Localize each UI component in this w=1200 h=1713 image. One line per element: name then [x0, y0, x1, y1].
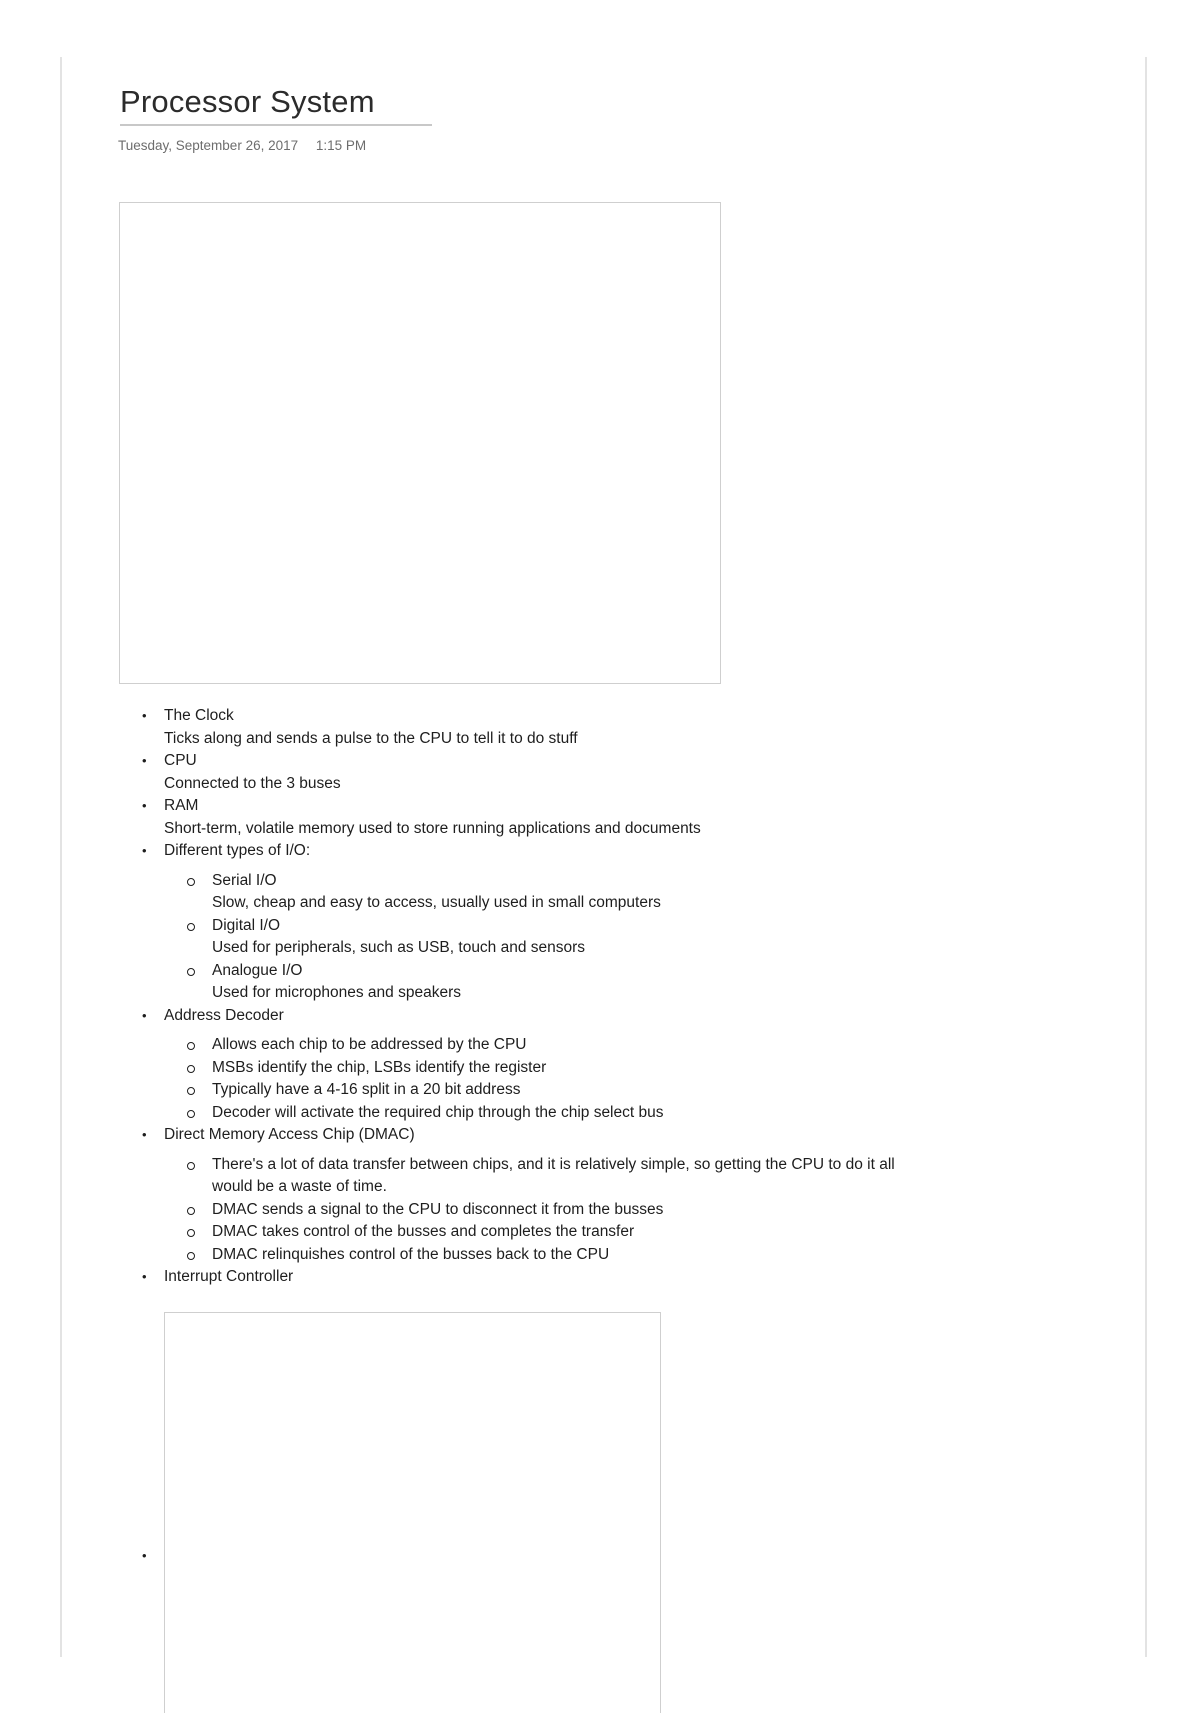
- list-item: [140, 1124, 920, 1266]
- bullet-detail: Ticks along and sends a pulse to the CPU to tell it to do stuff: [164, 729, 578, 747]
- list-item: [140, 1005, 920, 1125]
- page-border-left: [60, 57, 62, 1657]
- sub-label: Digital I/O: [212, 916, 281, 934]
- sub-list-item: DMAC sends a signal to the CPU to disconnect it from the busses: [168, 1199, 920, 1222]
- sub-list-item: [168, 915, 920, 960]
- image-placeholder-interrupt-diagram[interactable]: [164, 1312, 661, 1713]
- sub-list: [164, 1034, 920, 1124]
- sub-detail: Used for peripherals, such as USB, touch and sensors: [212, 939, 586, 956]
- bullet-label: Different types of I/O:: [164, 842, 311, 859]
- list-item: [140, 1266, 920, 1289]
- list-item: [140, 840, 920, 1005]
- page-title: Processor System: [120, 84, 375, 119]
- bullet-list: [140, 705, 920, 1289]
- list-item: [140, 705, 920, 750]
- sub-list-item: Decoder will activate the required chip through the chip select bus: [168, 1102, 920, 1125]
- title-underline: [120, 124, 432, 126]
- sub-list-item: Typically have a 4-16 split in a 20 bit address: [168, 1079, 920, 1102]
- page-date: Tuesday, September 26, 2017: [118, 138, 299, 153]
- page-timestamp: [118, 138, 366, 153]
- sub-list: [164, 1154, 920, 1267]
- sub-list-item: [168, 870, 920, 915]
- bullet-label: Direct Memory Access Chip (DMAC): [164, 1126, 415, 1143]
- sub-list: [164, 870, 920, 1005]
- bullet-detail: Short-term, volatile memory used to store running applications and documents: [164, 819, 701, 837]
- bullet-label: RAM: [164, 797, 199, 814]
- sub-list-item: [168, 960, 920, 1005]
- bullet-label: CPU: [164, 752, 197, 769]
- empty-bullet-icon: •: [142, 1548, 147, 1563]
- list-item: [140, 795, 920, 840]
- sub-list-item: Allows each chip to be addressed by the CPU: [168, 1034, 920, 1057]
- sub-label: Serial I/O: [212, 871, 277, 889]
- sub-list-item: There's a lot of data transfer between chips, and it is relatively simple, so getting the CPU to do it all would be a waste of time.: [168, 1154, 920, 1199]
- notes-content: [140, 705, 920, 1289]
- sub-list-item: DMAC relinquishes control of the busses back to the CPU: [168, 1244, 920, 1267]
- image-placeholder-processor-diagram[interactable]: [119, 202, 721, 684]
- list-item: [140, 750, 920, 795]
- sub-detail: Used for microphones and speakers: [212, 984, 461, 1001]
- bullet-label: The Clock: [164, 707, 234, 724]
- bullet-label: Address Decoder: [164, 1006, 284, 1024]
- bullet-detail: Connected to the 3 buses: [164, 774, 341, 792]
- bullet-label: Interrupt Controller: [164, 1268, 294, 1285]
- sub-list-item: MSBs identify the chip, LSBs identify the register: [168, 1057, 920, 1080]
- sub-list-item: DMAC takes control of the busses and completes the transfer: [168, 1221, 920, 1244]
- sub-label: Analogue I/O: [212, 961, 303, 979]
- page-border-right: [1145, 57, 1147, 1657]
- page-time: 1:15 PM: [315, 138, 367, 153]
- sub-detail: Slow, cheap and easy to access, usually used in small computers: [212, 894, 661, 911]
